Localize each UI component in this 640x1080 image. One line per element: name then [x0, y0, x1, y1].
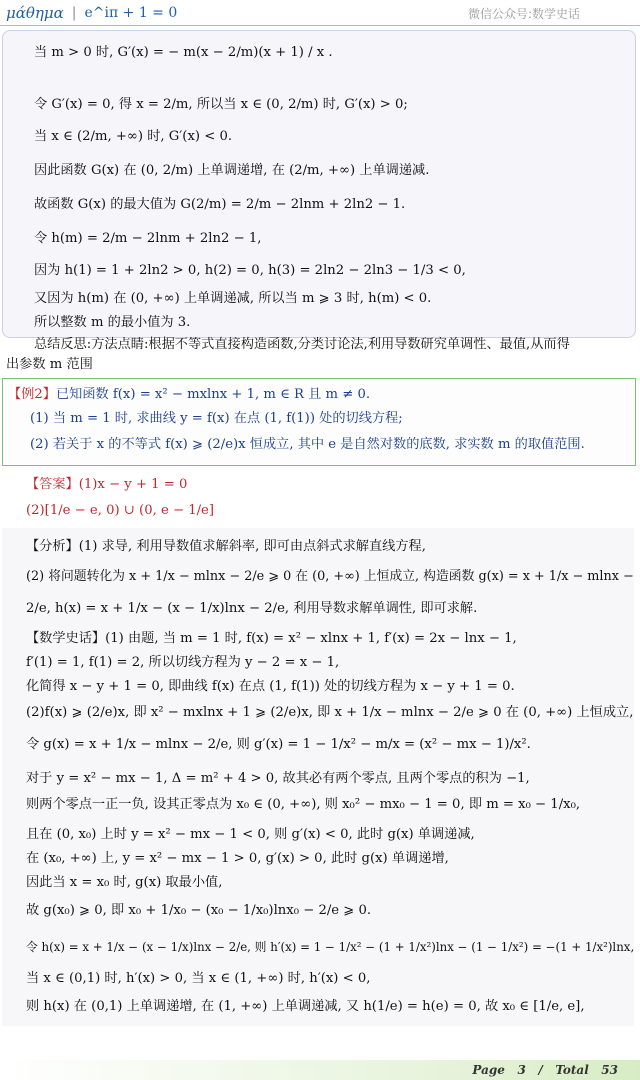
analysis-line: 且在 (0, x₀) 上时 y = x² − mx − 1 < 0, 则 g′(x) < 0, 此时 g(x) 单调递减,: [26, 827, 475, 842]
solution-line: 当 m > 0 时, G′(x) = − m(x − 2/m)(x + 1) / x .: [34, 45, 333, 60]
solution-line: 因此函数 G(x) 在 (0, 2/m) 上单调递增, 在 (2/m, +∞) 上单调递减.: [34, 163, 430, 178]
analysis-line: f′(1) = 1, f(1) = 2, 所以切线方程为 y − 2 = x − 1,: [26, 655, 340, 670]
analysis-line: (2)f(x) ⩾ (2/e)x, 即 x² − mxlnx + 1 ⩾ (2/e)x, 即 x + 1/x − mlnx − 2/e ⩾ 0 在 (0, +∞) 上恒成立,: [26, 705, 634, 720]
analysis-line: (2) 将问题转化为 x + 1/x − mlnx − 2/e ⩾ 0 在 (0, +∞) 上恒成立, 构造函数 g(x) = x + 1/x − mlnx −: [26, 569, 634, 584]
example-header: [8, 386, 370, 404]
header-separator: |: [71, 4, 77, 21]
euler-formula: e^iπ + 1 = 0: [84, 4, 178, 21]
example-label: 【例2】: [8, 387, 56, 402]
page-number: 3: [517, 1063, 526, 1077]
analysis-line: 【分析】(1) 求导, 利用导数值求解斜率, 即可由点斜式求解直线方程,: [26, 539, 426, 554]
solution-line: 故函数 G(x) 的最大值为 G(2/m) = 2/m − 2lnm + 2ln2 − 1.: [34, 197, 406, 212]
analysis-line: 则 h(x) 在 (0,1) 上单调递增, 在 (1, +∞) 上单调递减, 又 h(1/e) = h(e) = 0, 故 x₀ ∈ [1/e, e],: [26, 999, 585, 1014]
analysis-line: 故 g(x₀) ⩾ 0, 即 x₀ + 1/x₀ − (x₀ − 1/x₀)lnx₀ − 2/e ⩾ 0.: [26, 903, 372, 918]
answer-label: 【答案】: [26, 477, 79, 492]
analysis-line: 化简得 x − y + 1 = 0, 即曲线 f(x) 在点 (1, f(1)) 处的切线方程为 x − y + 1 = 0.: [26, 679, 515, 694]
analysis-line: 令 h(x) = x + 1/x − (x − 1/x)lnx − 2/e, 则 h′(x) = 1 − 1/x² − (1 + 1/x²)lnx − (1 − 1/x²) = −(1 + 1/x²)lnx,: [26, 940, 635, 954]
answer-part-1: (1)x − y + 1 = 0: [78, 477, 188, 492]
brand-logo: μάθημα: [6, 3, 64, 22]
solution-line: 所以整数 m 的最小值为 3.: [34, 315, 191, 330]
page-slash: /: [538, 1063, 543, 1077]
solution-line: 令 h(m) = 2/m − 2lnm + 2ln2 − 1,: [34, 231, 262, 246]
analysis-line: 2/e, h(x) = x + 1/x − (x − 1/x)lnx − 2/e, 利用导数求解单调性, 即可求解.: [26, 601, 478, 616]
analysis-line: 对于 y = x² − mx − 1, Δ = m² + 4 > 0, 故其必有两个零点, 且两个零点的积为 −1,: [26, 771, 530, 786]
wechat-account: 微信公众号:数学史话: [467, 7, 580, 21]
analysis-line: 当 x ∈ (0,1) 时, h′(x) > 0, 当 x ∈ (1, +∞) 时, h′(x) < 0,: [26, 971, 371, 986]
example-statement: 已知函数 f(x) = x² − mxlnx + 1, m ∈ R 且 m ≠ 0.: [55, 387, 371, 402]
solution-line: 令 G′(x) = 0, 得 x = 2/m, 所以当 x ∈ (0, 2/m) 时, G′(x) > 0;: [34, 97, 408, 112]
analysis-line: 【数学史话】(1) 由题, 当 m = 1 时, f(x) = x² − xlnx + 1, f′(x) = 2x − lnx − 1,: [26, 631, 517, 646]
analysis-line: 则两个零点一正一负, 设其正零点为 x₀ ∈ (0, +∞), 则 x₀² − mx₀ − 1 = 0, 即 m = x₀ − 1/x₀,: [26, 797, 581, 812]
example-part-2: (2) 若关于 x 的不等式 f(x) ⩾ (2/e)x 恒成立, 其中 e 是自然对数的底数, 求实数 m 的取值范围.: [30, 437, 585, 452]
summary-line-2: 出参数 m 范围: [6, 357, 93, 372]
summary-line-1: 总结反思:方法点睛:根据不等式直接构造函数,分类讨论法,利用导数研究单调性、最值,从而得: [34, 337, 570, 352]
page-indicator: [472, 1063, 618, 1077]
solution-line: 因为 h(1) = 1 + 2ln2 > 0, h(2) = 0, h(3) = 2ln2 − 2ln3 − 1/3 < 0,: [34, 263, 466, 278]
analysis-line: 因此当 x = x₀ 时, g(x) 取最小值,: [26, 875, 223, 890]
total-word: Total: [555, 1063, 589, 1077]
solution-line: 又因为 h(m) 在 (0, +∞) 上单调递减, 所以当 m ⩾ 3 时, h(m) < 0.: [34, 291, 432, 306]
total-pages: 53: [601, 1063, 618, 1077]
answer-part-2: (2)[1/e − e, 0) ∪ (0, e − 1/e]: [26, 503, 214, 518]
example-part-1: (1) 当 m = 1 时, 求曲线 y = f(x) 在点 (1, f(1)) 处的切线方程;: [30, 411, 403, 426]
analysis-line: 在 (x₀, +∞) 上, y = x² − mx − 1 > 0, g′(x) > 0, 此时 g(x) 单调递增,: [26, 851, 449, 866]
page-word: Page: [472, 1063, 505, 1077]
solution-line: 当 x ∈ (2/m, +∞) 时, G′(x) < 0.: [34, 129, 233, 144]
header-bar: [0, 0, 640, 26]
answer-line-1: [26, 476, 187, 494]
analysis-line: 令 g(x) = x + 1/x − mlnx − 2/e, 则 g′(x) = 1 − 1/x² − m/x = (x² − mx − 1)/x².: [26, 737, 531, 752]
